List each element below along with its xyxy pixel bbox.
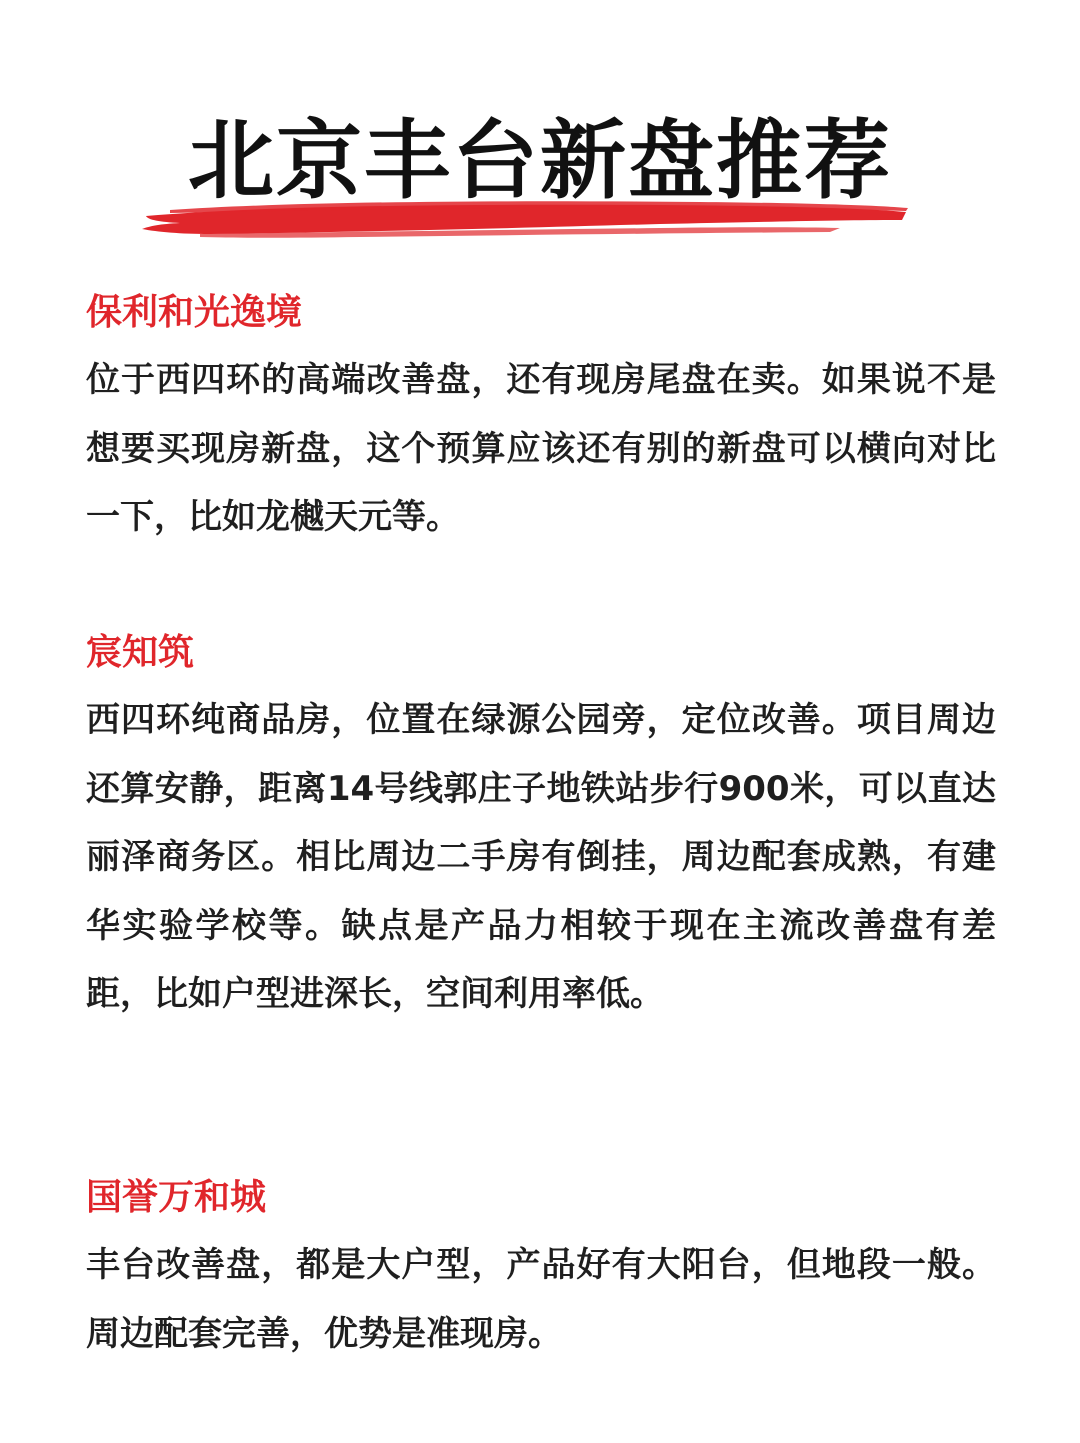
project-section-baoli (86, 288, 996, 552)
project-description: 位于西四环的高端改善盘，还有现房尾盘在卖。如果说不是想要买现房新盘，这个预算应该还有别的新盘可以横向对比一下，比如龙樾天元等。 (86, 360, 996, 537)
project-name: 保利和光逸境 (86, 292, 303, 333)
project-description: 西四环纯商品房，位置在绿源公园旁，定位改善。项目周边还算安静，距离14号线郭庄子地铁站步行900米，可以直达丽泽商务区。相比周边二手房有倒挂，周边配套成熟，有建华实验学校等。缺点是产品力相较于现在主流改善盘有差距，比如户型进深长，空间利用率低。 (86, 700, 996, 1014)
project-section-chenzhizhu (86, 628, 996, 1029)
title-block (0, 96, 1080, 246)
project-name: 国誉万和城 (86, 1177, 267, 1218)
project-name: 宸知筑 (86, 632, 195, 673)
project-description: 丰台改善盘，都是大户型，产品好有大阳台，但地段一般。周边配套完善，优势是准现房。 (86, 1245, 996, 1354)
page-title: 北京丰台新盘推荐 (188, 111, 892, 211)
project-section-guoyu (86, 1173, 996, 1368)
